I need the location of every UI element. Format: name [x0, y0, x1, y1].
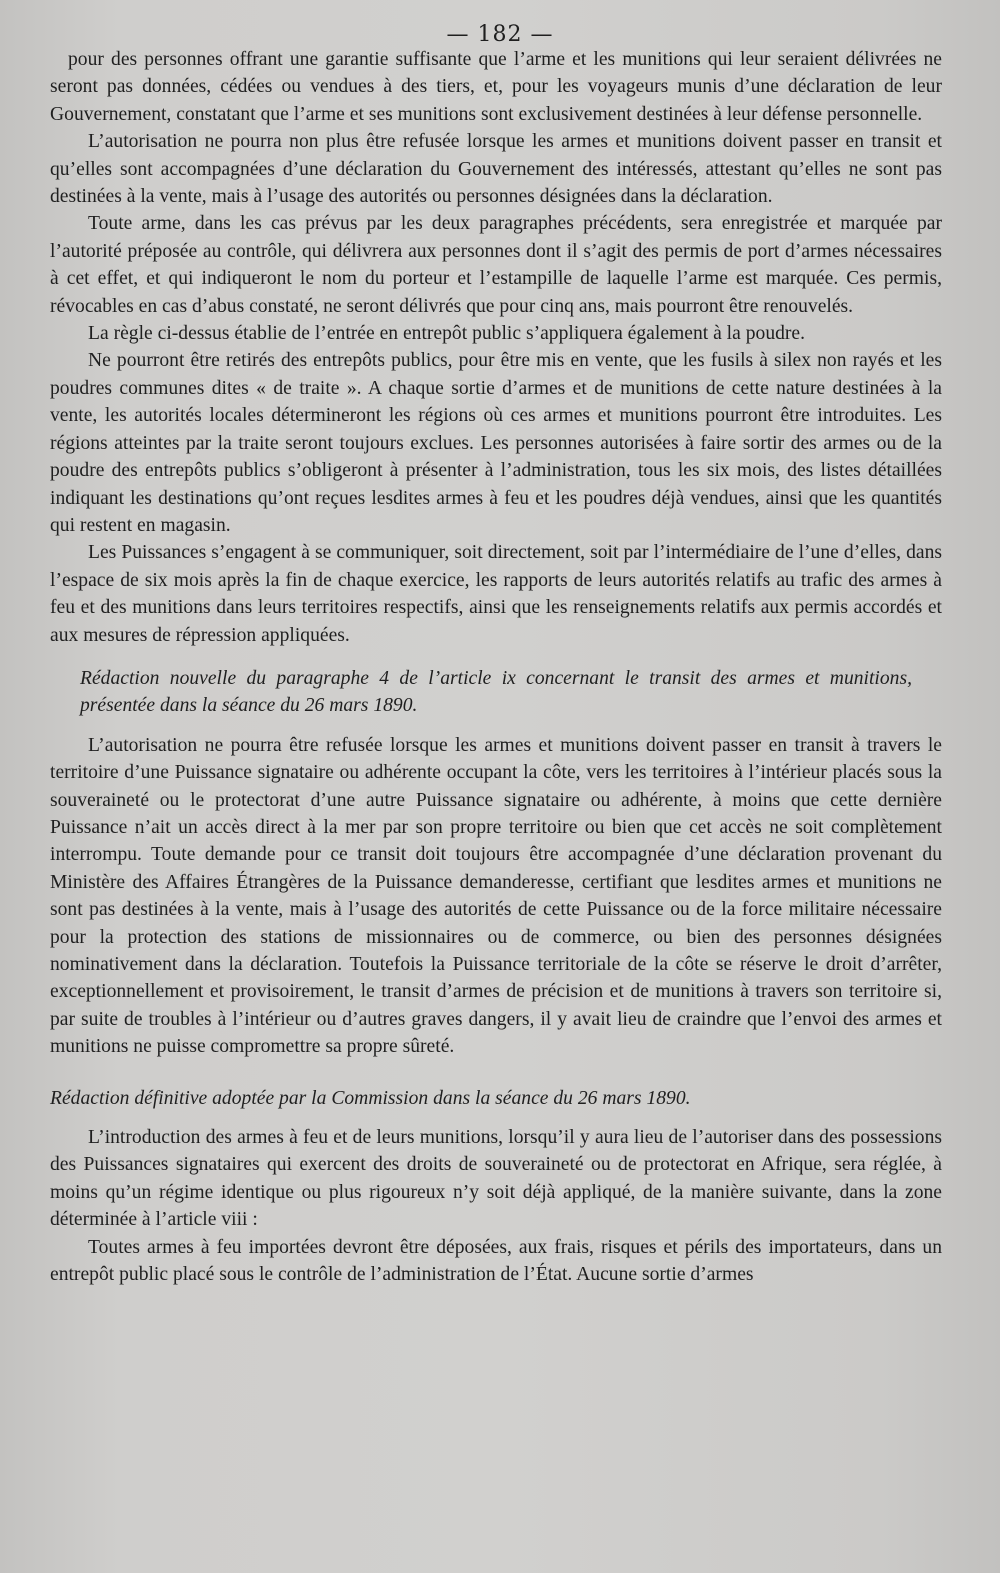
paragraph-reports: Les Puissances s’engagent à se communiquer, soit directement, soit par l’intermédiaire de l’une d’elles, dans l’espace de six mois après la fin de chaque exercice, les rapports de leurs autorités relatifs au trafic des armes à feu et des munitions dans leurs territoires respectifs, ainsi que les renseignements relatifs aux permis accordés et aux mesures de répression appliquées. — [50, 542, 942, 646]
paragraph-registration: Toute arme, dans les cas prévus par les deux paragraphes précédents, sera enregistrée et marquée par l’autorité préposée au contrôle, qui délivrera aux personnes dont il s’agit des permis de port d’armes nécessaires à cet effet, et qui indiqueront le nom du porteur et l’estampille de laquelle l’arme est marquée. Ces permis, révocables en cas d’abus constaté, ne seront délivrés que pour cinq ans, mais pourront être renouvelés. — [50, 213, 942, 317]
paragraph-transit-new: L’autorisation ne pourra être refusée lorsque les armes et munitions doivent passer en transit à travers le territoire d’une Puissance signataire ou adhérente occupant la côte, vers les territoires à l’intérieur placés sous la souveraineté ou le protectorat d’une autre Puissance signataire ou adhérente, à moins que cette dernière Puissance n’ait un accès direct à la mer par son propre territoire ou bien que cet accès ne soit complètement interrompu. Toute demande pour ce transit doit toujours être accompagnée d’une déclaration provenant du Ministère des Affaires Étrangères de la Puissance demanderesse, certifiant que lesdites armes et munitions ne sont pas destinées à la vente, mais à l’usage des autorités de cette Puissance ou de la force militaire nécessaire pour la protection des stations de missionnaires ou de commerce, ou bien des personnes désignées nominativement dans la déclaration. Toutefois la Puissance territoriale de la côte se réserve le droit d’arrêter, exceptionnellement et provisoirement, le transit d’armes de précision et de munitions à travers son territoire si, par suite de troubles à l’intérieur ou d’autres graves dangers, il y avait lieu de craindre que l’envoi des armes et munitions ne puisse compromettre sa propre sûreté. — [50, 734, 942, 1058]
paragraph-powder-rule: La règle ci-dessus établie de l’entrée en entrepôt public s’appliquera également à la poudre. — [88, 323, 806, 345]
paragraph-transit-authorization: L’autorisation ne pourra non plus être refusée lorsque les armes et munitions doivent passer en transit et qu’elles sont accompagnées d’une déclaration du Gouvernement des intéressés, attestant qu’elles ne sont pas destinées à la vente, mais à l’usage des autorités ou personnes désignées dans la déclaration. — [50, 131, 942, 208]
document-body — [50, 46, 942, 1288]
section-heading-new-draft: Rédaction nouvelle du paragraphe 4 de l’article ix concernant le transit des armes et munitions, présentée dans la séance du 26 mars 1890. — [80, 667, 912, 717]
paragraph-warehouse-withdrawal: Ne pourront être retirés des entrepôts publics, pour être mis en vente, que les fusils à silex non rayés et les poudres communes dites « de traite ». A chaque sortie d’armes et de munitions de cette nature destinées à la vente, les autorités locales détermineront les régions où ces armes et munitions pourront être introduites. Les régions atteintes par la traite seront toujours exclues. Les personnes autorisées à faire sortir des armes ou de la poudre des entrepôts publics s’obligeront à présenter à l’administration, tous les six mois, des listes détaillées indiquant les destinations qu’ont reçues lesdites armes à feu et les poudres déjà vendues, ainsi que les quantités qui restent en magasin. — [50, 350, 942, 536]
paragraph-continuation: pour des personnes offrant une garantie suffisante que l’arme et les munitions qui leur seraient délivrées ne seront pas données, cédées ou vendues à des tiers, et, pour les voyageurs munis d’une déclaration de leur Gouvernement, constatant que l’arme et ses munitions sont exclusivement destinées à leur défense personnelle. — [50, 49, 942, 125]
page-number: — 182 — — [446, 22, 554, 47]
paragraph-final-deposit: Toutes armes à feu importées devront être déposées, aux frais, risques et périls des importateurs, dans un entrepôt public placé sous le contrôle de l’administration de l’État. Aucune sortie d’armes — [50, 1236, 942, 1286]
section-heading-final-draft: Rédaction définitive adoptée par la Commission dans la séance du 26 mars 1890. — [50, 1087, 691, 1109]
paragraph-final-introduction: L’introduction des armes à feu et de leurs munitions, lorsqu’il y aura lieu de l’autoriser dans des possessions des Puissances signataires qui exercent des droits de souveraineté ou de protectorat en Afrique, sera réglée, à moins qu’un régime identique ou plus rigoureux n’y soit déjà appliqué, de la manière suivante, dans la zone déterminée à l’article viii : — [50, 1127, 942, 1231]
